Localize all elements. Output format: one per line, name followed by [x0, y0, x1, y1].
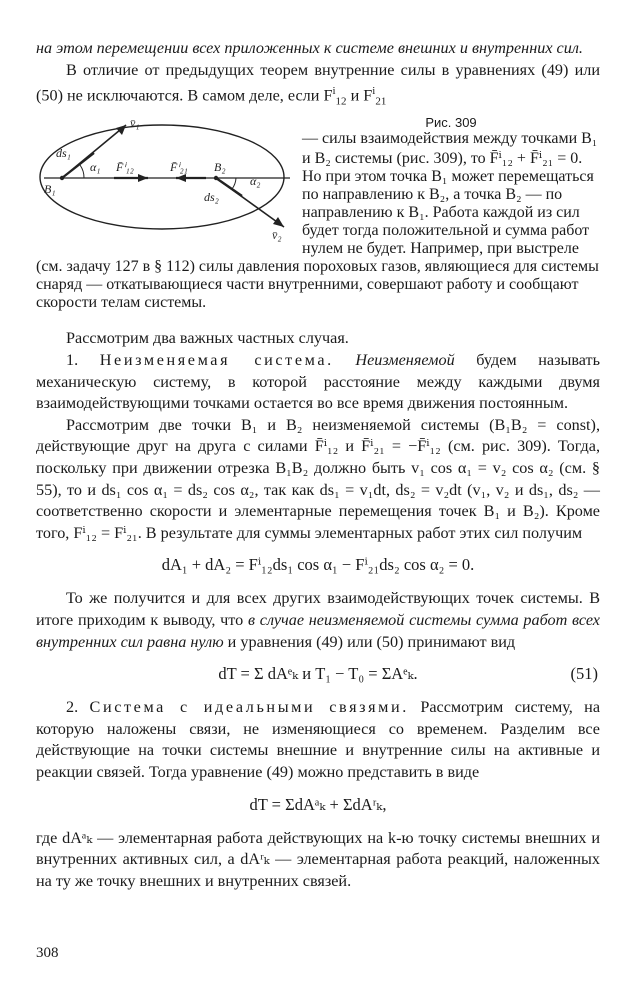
- paragraph-1: В отличие от предыдущих теорем внутренние силы в уравнениях (49) или (50) не исключаются. В самом деле, если $F^i_{12}$ и $F^i_{21}$ v̄₁ ds₁ α₁ F̄ⁱ₁₂ F̄ⁱ₂₁ B₁ B₂ ds₂ α₂ v̄₂: [36, 60, 600, 243]
- figure-caption: Рис. 309: [425, 115, 477, 131]
- label-F12: F̄ⁱ₁₂: [116, 160, 134, 175]
- figure-309-drawing: [36, 115, 294, 243]
- paragraph-2: Рассмотрим два важных частных случая.: [66, 329, 349, 348]
- case-1-title: Неизменяемая система.: [99, 351, 334, 369]
- page-number: 308: [36, 945, 59, 961]
- label-v1: v̄₁: [130, 116, 140, 131]
- para1-lead: В отличие от предыдущих теорем внутренние силы в уравнениях (49) или (50) не исключаются. В самом деле, если F: [36, 60, 600, 105]
- conclusion-italic: в случае неизменяемой системы сумма работ всех внутренних сил равна нулю: [36, 610, 600, 651]
- paragraph-4: То же получится и для всех других взаимодействующих точек системы. В итоге приходим к выводу, что в случае неизменяемой системы сумма работ всех внутренних сил равна нулю и уравнения (49) или (50) принимают вид: [36, 589, 600, 651]
- label-ds1: ds₁: [56, 146, 71, 161]
- label-alpha1: α₁: [90, 160, 101, 175]
- equation-number: (51): [570, 664, 598, 684]
- equation-51: dT = Σ dAᵉₖ и T₁ − T₀ = ΣAᵉₖ. (51): [218, 664, 598, 684]
- paragraph-3: Рассмотрим две точки B₁ и B₂ неизменяемой системы (B₁B₂ = const), действующие друг на друга с силами F̄ⁱ₁₂ и F̄ⁱ₂₁ = −F̄ⁱ₁₂ (см. рис. 309). Тогда, поскольку при движении отрезка B₁B₂ должно быть v₁ cos α₁ = v₂ cos α₂ (см. § 55), то и ds₁ cos α₁ = ds₂ cos α₂, так как ds₁ = v₁dt, ds₂ = v₂dt (v₁, v₂ и ds₁, ds₂ — соответственно скорости и элементарные перемещения точек B₁ и B₂). Кроме того, Fⁱ₁₂ = Fⁱ₂₁. В результате для суммы элементарных работ этих сил получим: [36, 415, 600, 542]
- label-v2: v̄₂: [272, 228, 282, 243]
- equation-3: dT = ΣdAᵃₖ + ΣdAʳₖ,: [249, 794, 387, 814]
- case-2: 2. Система с идеальными связями. Рассмотрим систему, на которую наложены связи, не изменяющиеся со временем. Разделим все действующие на точки системы внешние и внутренние силы на активные и реакции связей. Тогда уравнение (49) можно представить в виде: [36, 698, 601, 781]
- label-alpha2: α₂: [250, 174, 261, 189]
- intro-text: на этом перемещении всех приложенных к системе внешних и внутренних сил.: [36, 39, 583, 57]
- equation-1: dA₁ + dA₂ = Fⁱ₁₂ds₁ cos α₁ − Fⁱ₂₁ds₂ cos α₂ = 0.: [161, 555, 475, 575]
- para1-text: — силы взаимодействия между точками B₁ и B₂ системы (рис. 309), то F̄ⁱ₁₂ + F̄ⁱ₂₁ = 0. Но при этом точка B₁ может перемещаться по направлению к B₂, а точка B₂ — по направлению к B₁. Работа каждой из сил будет тогда положительной и сумма работ нулем не будет. Например, при выстреле (см. задачу 127 в § 112) силы давления пороховых газов, являющиеся для системы снаряд — откатывающиеся части внутренними, совершают работу и сообщают скорости телам системы.: [36, 130, 599, 312]
- case-2-title: Система с идеальными связями.: [89, 698, 409, 717]
- label-B2: B₂: [214, 160, 226, 175]
- page-body: [36, 38, 600, 892]
- case-1: 1. Неизменяемая система. Неизменяемой будем называть механическую систему, в которой расстояние между каждыми двумя взаимодействующими точками остается во все время движения постоянным.: [36, 351, 601, 413]
- label-B1: B₁: [44, 182, 56, 197]
- figure-309: [36, 115, 294, 243]
- paragraph-5: где dAᵃₖ — элементарная работа действующих на k-ю точку системы внешних и внутренних активных сил, а dAʳₖ — элементарная работа реакций, наложенных на ту же точку внешних и внутренних связей.: [36, 828, 600, 890]
- label-F21: F̄ⁱ₂₁: [170, 160, 188, 175]
- label-ds2: ds₂: [204, 190, 219, 205]
